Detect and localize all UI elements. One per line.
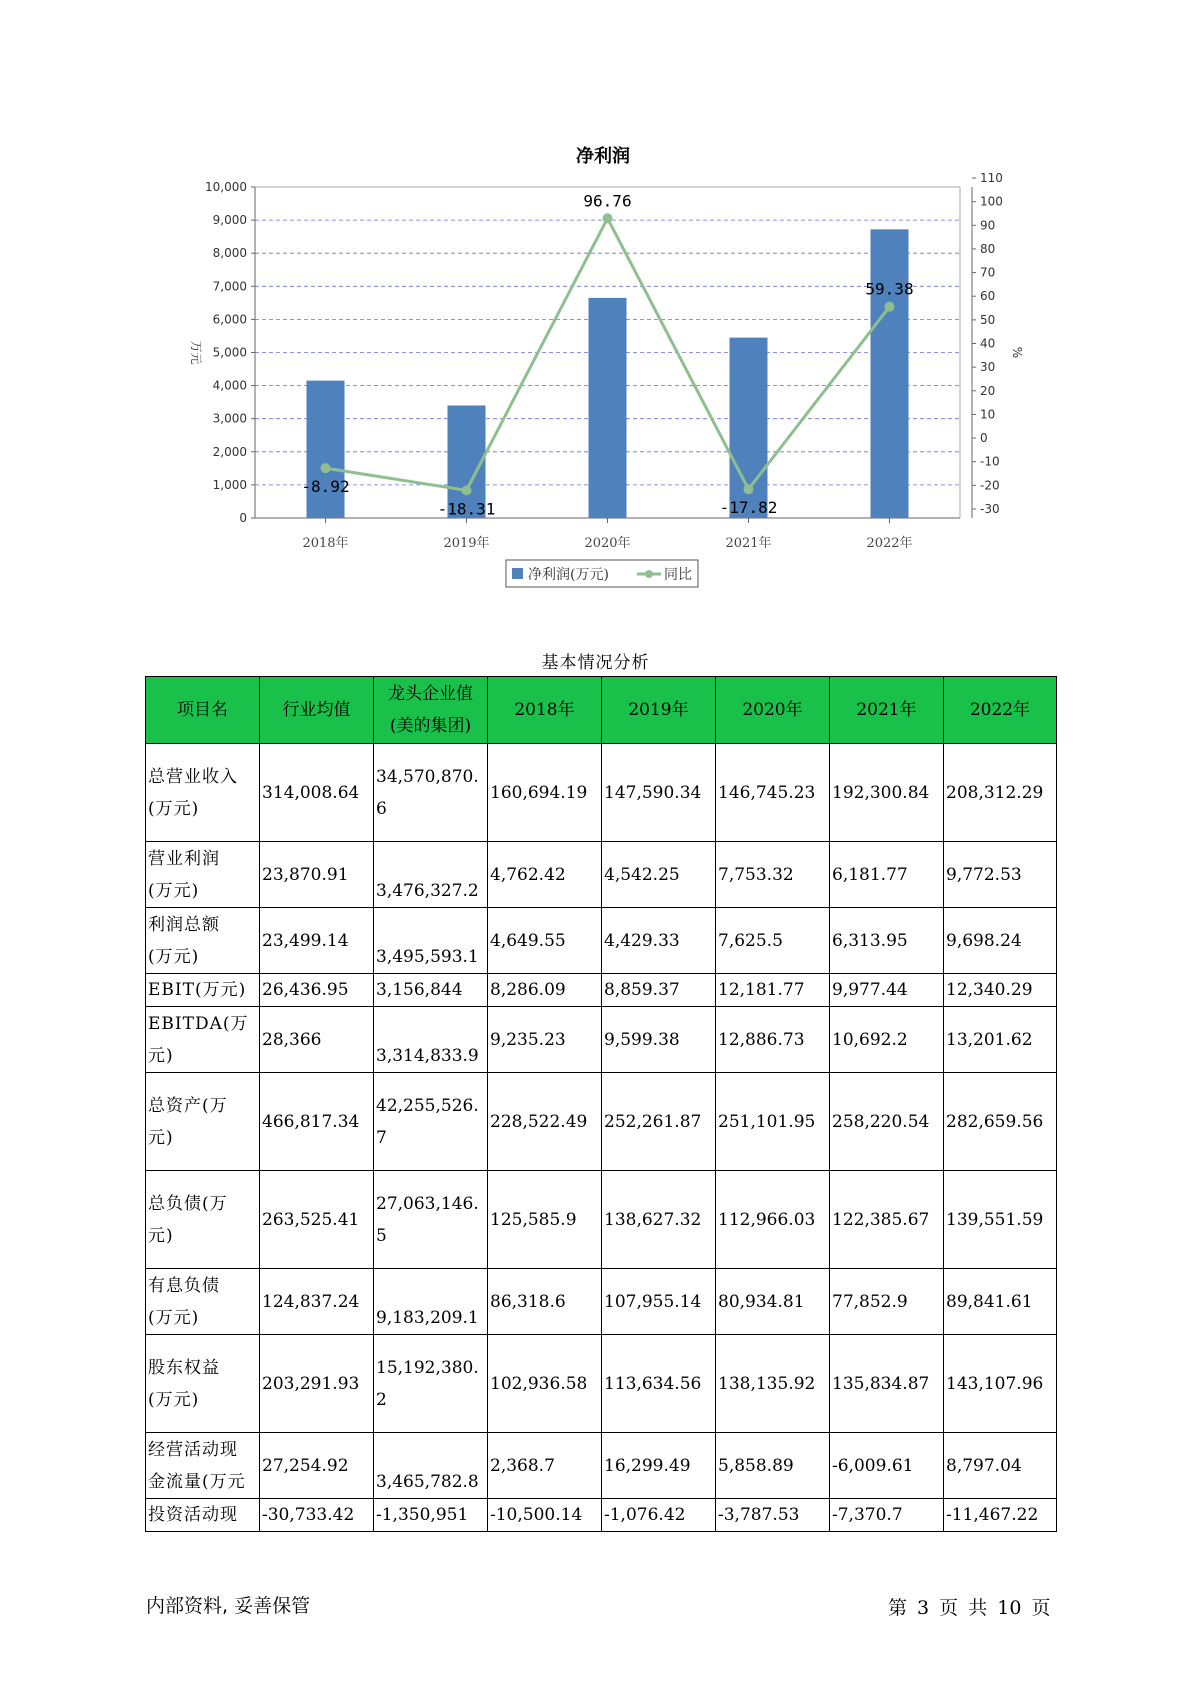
row-2022: 89,841.61 <box>944 1269 1057 1335</box>
y-tick-label: 5,000 <box>212 345 247 360</box>
row-2019: 138,627.32 <box>602 1171 716 1269</box>
row-2020: 251,101.95 <box>716 1073 830 1171</box>
row-2022: 9,772.53 <box>944 842 1057 908</box>
y2-tick-label: 20 <box>980 383 996 398</box>
row-2019: 147,590.34 <box>602 744 716 842</box>
row-2018: 4,762.42 <box>488 842 602 908</box>
row-leader-value: 3,465,782.8 <box>374 1433 488 1499</box>
row-leader-value: 27,063,146. 5 <box>374 1171 488 1269</box>
y2-tick-label: 60 <box>980 289 996 304</box>
legend-line-marker <box>645 570 653 578</box>
row-2018: 160,694.19 <box>488 744 602 842</box>
header-2018: 2018年 <box>488 677 602 744</box>
table-row <box>146 1171 1057 1269</box>
y-tick-label: 8,000 <box>212 246 247 261</box>
row-industry-avg: -30,733.42 <box>260 1499 374 1532</box>
row-item-name: 经营活动现 金流量(万元 <box>146 1433 260 1499</box>
y2-tick-label: 50 <box>980 312 996 327</box>
row-2019: 252,261.87 <box>602 1073 716 1171</box>
row-2018: 86,318.6 <box>488 1269 602 1335</box>
data-label-yoy: 96.76 <box>583 191 632 211</box>
row-industry-avg: 466,817.34 <box>260 1073 374 1171</box>
row-leader-value: 3,314,833.9 <box>374 1007 488 1073</box>
data-label-yoy: -18.31 <box>437 499 496 519</box>
chart-svg <box>0 0 1191 600</box>
x-tick-label: 2022年 <box>866 536 913 551</box>
row-item-name: 总营业收入 (万元) <box>146 744 260 842</box>
row-2022: -11,467.22 <box>944 1499 1057 1532</box>
row-2020: 7,625.5 <box>716 908 830 974</box>
bar-net-profit <box>589 298 627 518</box>
row-item-name: 股东权益 (万元) <box>146 1335 260 1433</box>
row-2021: 9,977.44 <box>830 974 944 1007</box>
row-2018: 102,936.58 <box>488 1335 602 1433</box>
row-2019: 9,599.38 <box>602 1007 716 1073</box>
row-2020: 12,886.73 <box>716 1007 830 1073</box>
y-tick-label: 1,000 <box>212 477 247 492</box>
row-2019: 107,955.14 <box>602 1269 716 1335</box>
row-2020: -3,787.53 <box>716 1499 830 1532</box>
y2-tick-label: -30 <box>980 502 1000 516</box>
row-leader-value: 3,476,327.2 <box>374 842 488 908</box>
y2-tick-label: 100 <box>980 194 1003 209</box>
row-leader-value: 3,495,593.1 <box>374 908 488 974</box>
y2-tick-label: 90 <box>980 218 996 233</box>
bar-net-profit <box>307 381 345 518</box>
row-2022: 9,698.24 <box>944 908 1057 974</box>
data-label-yoy: -8.92 <box>301 477 350 497</box>
row-2021: 6,181.77 <box>830 842 944 908</box>
row-leader-value: 3,156,844 <box>374 974 488 1007</box>
bar-net-profit <box>871 229 909 518</box>
y-tick-label: 10,000 <box>205 180 247 194</box>
row-2018: 9,235.23 <box>488 1007 602 1073</box>
row-item-name: 总负债(万 元) <box>146 1171 260 1269</box>
row-2021: 258,220.54 <box>830 1073 944 1171</box>
point-yoy <box>462 485 472 495</box>
row-industry-avg: 124,837.24 <box>260 1269 374 1335</box>
y2-tick-label: -20 <box>980 478 1000 493</box>
row-2020: 146,745.23 <box>716 744 830 842</box>
point-yoy <box>885 302 895 312</box>
row-2019: 4,542.25 <box>602 842 716 908</box>
table-row <box>146 1499 1057 1532</box>
table-row <box>146 842 1057 908</box>
row-2019: 8,859.37 <box>602 974 716 1007</box>
row-2019: 16,299.49 <box>602 1433 716 1499</box>
row-2019: -1,076.42 <box>602 1499 716 1532</box>
basic-analysis-table <box>145 676 1057 1532</box>
header-industry-avg: 行业均值 <box>260 677 374 744</box>
row-2022: 143,107.96 <box>944 1335 1057 1433</box>
row-2022: 208,312.29 <box>944 744 1057 842</box>
y-tick-label: 7,000 <box>212 279 247 294</box>
net-profit-chart <box>0 0 1191 600</box>
row-2018: 8,286.09 <box>488 974 602 1007</box>
row-2020: 7,753.32 <box>716 842 830 908</box>
row-2020: 112,966.03 <box>716 1171 830 1269</box>
row-2021: 77,852.9 <box>830 1269 944 1335</box>
row-industry-avg: 23,870.91 <box>260 842 374 908</box>
table-row <box>146 974 1057 1007</box>
row-item-name: 利润总额 (万元) <box>146 908 260 974</box>
legend-line-label: 同比 <box>664 567 692 583</box>
header-2022: 2022年 <box>944 677 1057 744</box>
data-label-yoy: -17.82 <box>719 498 778 518</box>
row-item-name: 总资产(万 元) <box>146 1073 260 1171</box>
row-2020: 5,858.89 <box>716 1433 830 1499</box>
row-2022: 282,659.56 <box>944 1073 1057 1171</box>
row-item-name: EBIT(万元) <box>146 974 260 1007</box>
row-2018: 2,368.7 <box>488 1433 602 1499</box>
row-2020: 80,934.81 <box>716 1269 830 1335</box>
row-2018: 4,649.55 <box>488 908 602 974</box>
row-2021: -7,370.7 <box>830 1499 944 1532</box>
row-leader-value: -1,350,951 <box>374 1499 488 1532</box>
row-2018: -10,500.14 <box>488 1499 602 1532</box>
row-leader-value: 34,570,870. 6 <box>374 744 488 842</box>
y-tick-label: 3,000 <box>212 411 247 426</box>
row-item-name: 营业利润 (万元) <box>146 842 260 908</box>
y-tick-label: 4,000 <box>212 378 247 393</box>
row-industry-avg: 23,499.14 <box>260 908 374 974</box>
row-industry-avg: 28,366 <box>260 1007 374 1073</box>
row-item-name: 投资活动现 <box>146 1499 260 1532</box>
row-item-name: 有息负债 (万元) <box>146 1269 260 1335</box>
row-2019: 113,634.56 <box>602 1335 716 1433</box>
row-2022: 8,797.04 <box>944 1433 1057 1499</box>
table-row <box>146 1007 1057 1073</box>
x-tick-label: 2019年 <box>443 536 490 551</box>
row-industry-avg: 27,254.92 <box>260 1433 374 1499</box>
header-item-name: 项目名 <box>146 677 260 744</box>
table-row <box>146 744 1057 842</box>
point-yoy <box>321 463 331 473</box>
row-2020: 12,181.77 <box>716 974 830 1007</box>
row-2020: 138,135.92 <box>716 1335 830 1433</box>
row-2021: 122,385.67 <box>830 1171 944 1269</box>
point-yoy <box>603 213 613 223</box>
row-leader-value: 15,192,380. 2 <box>374 1335 488 1433</box>
footer-confidential-note: 内部资料, 妥善保管 <box>146 1595 311 1617</box>
row-2018: 228,522.49 <box>488 1073 602 1171</box>
y2-tick-label: 10 <box>980 407 996 422</box>
table-row <box>146 1433 1057 1499</box>
row-2021: -6,009.61 <box>830 1433 944 1499</box>
footer-page-number: 第 3 页 共 10 页 <box>888 1597 1051 1619</box>
x-tick-label: 2018年 <box>302 536 349 551</box>
row-2022: 12,340.29 <box>944 974 1057 1007</box>
x-tick-label: 2021年 <box>725 536 772 551</box>
y-axis-title: 万元 <box>189 340 203 365</box>
y2-tick-label: 0 <box>980 431 988 446</box>
y2-tick-label: 80 <box>980 241 996 256</box>
header-2019: 2019年 <box>602 677 716 744</box>
x-tick-label: 2020年 <box>584 536 631 551</box>
table-header-row <box>146 677 1057 744</box>
row-2021: 6,313.95 <box>830 908 944 974</box>
row-leader-value: 9,183,209.1 <box>374 1269 488 1335</box>
row-industry-avg: 203,291.93 <box>260 1335 374 1433</box>
row-2021: 135,834.87 <box>830 1335 944 1433</box>
row-item-name: EBITDA(万 元) <box>146 1007 260 1073</box>
table-row <box>146 1269 1057 1335</box>
table-row <box>146 1073 1057 1171</box>
table-row <box>146 908 1057 974</box>
y-tick-label: 6,000 <box>212 312 247 327</box>
table-title: 基本情况分析 <box>541 653 650 673</box>
row-industry-avg: 263,525.41 <box>260 1171 374 1269</box>
row-2022: 13,201.62 <box>944 1007 1057 1073</box>
y-tick-label: 0 <box>239 511 247 525</box>
table-row <box>146 1335 1057 1433</box>
row-2018: 125,585.9 <box>488 1171 602 1269</box>
header-2020: 2020年 <box>716 677 830 744</box>
y2-tick-label: 30 <box>980 360 996 375</box>
header-2021: 2021年 <box>830 677 944 744</box>
chart-title: 净利润 <box>576 146 630 167</box>
y-tick-label: 2,000 <box>212 444 247 459</box>
row-leader-value: 42,255,526. 7 <box>374 1073 488 1171</box>
y2-tick-label: 110 <box>980 171 1003 185</box>
y2-axis-title: % <box>1010 346 1024 359</box>
row-industry-avg: 314,008.64 <box>260 744 374 842</box>
legend-bar-label: 净利润(万元) <box>528 567 609 583</box>
y2-tick-label: 40 <box>980 336 996 351</box>
header-leader-value: 龙头企业值 (美的集团) <box>374 677 488 744</box>
y-tick-label: 9,000 <box>212 213 247 228</box>
y2-tick-label: 70 <box>980 265 996 280</box>
row-industry-avg: 26,436.95 <box>260 974 374 1007</box>
row-2022: 139,551.59 <box>944 1171 1057 1269</box>
legend-bar-swatch <box>512 568 523 579</box>
data-label-yoy: 59.38 <box>865 279 914 299</box>
row-2021: 192,300.84 <box>830 744 944 842</box>
row-2021: 10,692.2 <box>830 1007 944 1073</box>
y2-tick-label: -10 <box>980 454 1000 469</box>
row-2019: 4,429.33 <box>602 908 716 974</box>
point-yoy <box>744 484 754 494</box>
